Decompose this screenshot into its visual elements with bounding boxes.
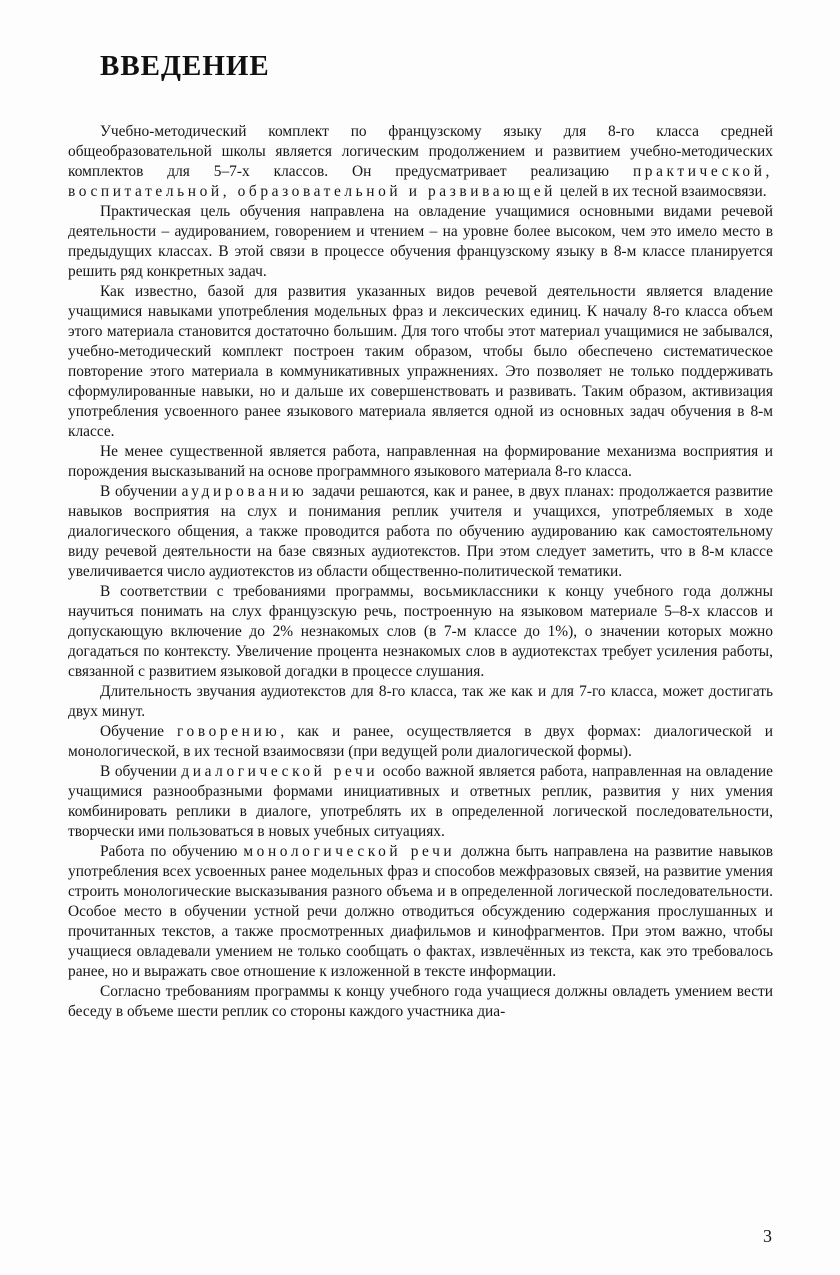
paragraph-4: Не менее существенной является работа, направленная на формирование механизма восприятия и порождения высказываний на основе программного языкового материала 8-го класса. bbox=[68, 443, 773, 480]
paragraph-10: Работа по обучению монологической речи должна быть направлена на развитие навыков употребления всех усвоенных ранее модельных фраз и способов межфразовых связей, на развитие умения строить монологические высказывания разного объема и в определенной логической последовательности. Особое место в обучении устной речи должно отводиться обсуждению содержания прослушанных и прочитанных текстов, а также просмотренных диафильмов и кинофрагментов. При этом важно, чтобы учащиеся овладевали умением не только сообщать о фактах, извлечённых из текста, как это требовалось ранее, но и выражать свое отношение к изложенной в тексте информации. bbox=[68, 843, 773, 980]
paragraph-6: В соответствии с требованиями программы, восьмиклассники к концу учебного года должны научиться понимать на слух французскую речь, построенную на языковом материале 5–8-х классов и допускающую включение до 2% незнакомых слов (в 7-м классе до 1%), о значении которых можно догадаться по контексту. Увеличение процента незнакомых слов в аудиотекстах требует усиления работы, связанной с развитием языковой догадки в процессе слушания. bbox=[68, 583, 773, 680]
paragraph-5: В обучении аудированию задачи решаются, как и ранее, в двух планах: продолжается развитие навыков восприятия на слух и понимания реплик учителя и учащихся, употребляемых в ходе диалогического общения, а также проводится работа по обучению аудированию как самостоятельному виду речевой деятельности на базе связных аудиотекстов. При этом следует заметить, что в 8-м классе увеличивается число аудиотекстов из области общественно-политической тематики. bbox=[68, 483, 773, 580]
paragraph-3: Как известно, базой для развития указанных видов речевой деятельности является владение учащимися навыками употребления модельных фраз и лексических единиц. К началу 8-го класса объем этого материала становится достаточно большим. Для того чтобы этот материал учащимися не забывался, учебно-методический комплект построен таким образом, чтобы было обеспечено систематическое повторение этого материала в коммуникативных упражнениях. Это позволяет не только поддерживать сформулированные навыки, но и дальше их совершенствовать и развивать. Таким образом, активизация употребления усвоенного ранее языкового материала является одной из основных задач обучения в 8-м классе. bbox=[68, 283, 773, 440]
page-title: ВВЕДЕНИЕ bbox=[100, 50, 270, 82]
paragraph-7: Длительность звучания аудиотекстов для 8-го класса, так же как и для 7-го класса, может достигать двух минут. bbox=[68, 683, 773, 720]
paragraph-2: Практическая цель обучения направлена на овладение учащимися основными видами речевой деятельности – аудированием, говорением и чтением – на уровне более высоком, чем это имело место в предыдущих классах. В этой связи в процессе обучения французскому языку в 8-м классе планируется решить ряд конкретных задач. bbox=[68, 203, 773, 280]
paragraph-11: Согласно требованиям программы к концу учебного года учащиеся должны овладеть умением вести беседу в объеме шести реплик со стороны каждого участника диа- bbox=[68, 983, 773, 1020]
spaced-term: говорению bbox=[177, 723, 281, 740]
spaced-term: практической, воспитательной, образовательной и развивающей bbox=[68, 163, 773, 200]
paragraph-1: Учебно-методический комплект по французскому языку для 8-го класса средней общеобразовательной школы является логическим продолжением и развитием учебно-методических комплектов для 5–7-х классов. Он предусматривает реализацию практической, воспитательной, образовательной и развивающей целей в их тесной взаимосвязи. bbox=[68, 123, 773, 200]
spaced-term: аудированию bbox=[181, 483, 308, 500]
spaced-term: монологической речи bbox=[243, 843, 456, 860]
page-number: 3 bbox=[763, 1226, 772, 1246]
paragraph-8: Обучение говорению, как и ранее, осуществляется в двух формах: диалогической и монологической, в их тесной взаимосвязи (при ведущей роли диалогической формы). bbox=[68, 723, 773, 760]
spaced-term: диалогической речи bbox=[181, 763, 379, 780]
body-text bbox=[68, 122, 773, 1022]
paragraph-9: В обучении диалогической речи особо важной является работа, направленная на овладение учащимися разнообразными формами инициативных и ответных реплик, развития у них умения комбинировать реплики в диалоге, употреблять их в определенной логической последовательности, творчески ими пользоваться в новых учебных ситуациях. bbox=[68, 763, 773, 840]
